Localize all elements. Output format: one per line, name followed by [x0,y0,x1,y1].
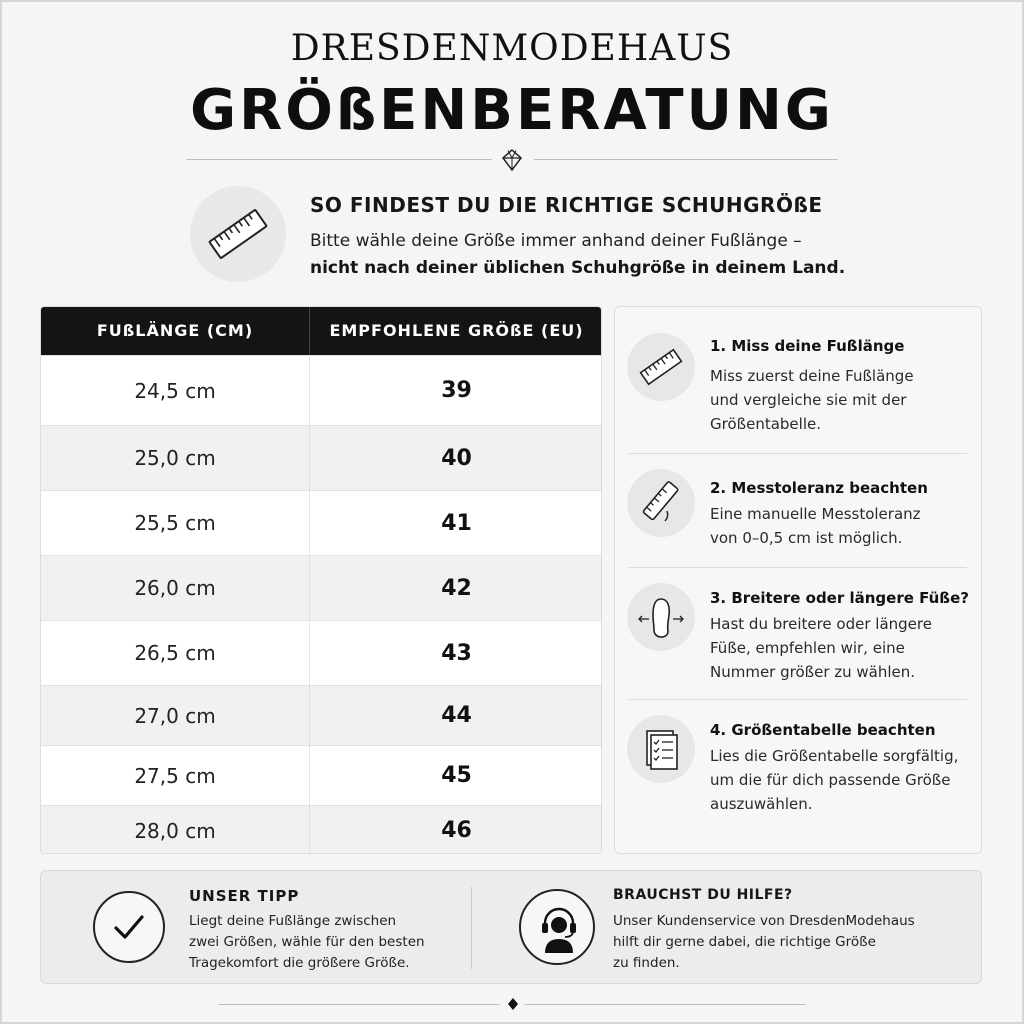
divider-right [534,159,838,160]
step-3-line-2: Füße, empfehlen wir, eine [710,639,905,657]
table-row [41,490,602,555]
foot-length-cell: 24,5 cm [134,378,216,403]
help-line-3: zu finden. [613,955,680,971]
intro-ruler-badge [190,186,286,282]
foot-length-cell: 27,0 cm [134,703,216,728]
tip-line-2: zwei Größen, wähle für den besten [189,934,425,950]
step-2-icon-badge [627,469,695,537]
eu-size-cell: 43 [441,640,472,666]
eu-size-cell: 41 [441,510,472,536]
table-row [41,620,602,685]
step-4-line-3: auszuwählen. [710,795,813,813]
ruler-icon [206,202,270,266]
brand-name: DRESDENMODEHAUS [290,28,734,69]
foot-length-cell: 25,0 cm [134,446,216,470]
checkmark-icon [109,907,149,947]
step-divider [629,699,967,700]
eu-size-cell: 44 [441,703,472,728]
headset-icon [533,901,585,953]
tip-icon-badge [93,891,165,963]
divider-left [186,159,492,160]
help-icon-badge [519,889,595,965]
eu-size-cell: 45 [441,763,472,788]
intro-heading: SO FINDEST DU DIE RICHTIGE SCHUHGRÖßE [310,193,823,217]
foot-length-cell: 27,5 cm [134,763,216,788]
step-1-title: 1. Miss deine Fußlänge [710,337,905,355]
footer-divider-right [524,1004,806,1005]
eu-size-cell: 42 [441,575,472,601]
panel-divider [471,887,472,969]
size-table [40,306,602,854]
step-4-icon-badge [627,715,695,783]
help-line-1: Unser Kundenservice von DresdenModehaus [613,913,915,929]
diamond-icon [500,148,524,172]
steps-panel [614,306,982,854]
table-header [41,307,602,355]
table-row [41,685,602,745]
intro-text-line-2: nicht nach deiner üblichen Schuhgröße in deinem Land. [310,258,846,278]
step-4-line-1: Lies die Größentabelle sorgfältig, [710,747,959,765]
step-3-line-1: Hast du breitere oder längere [710,615,932,633]
step-2-title: 2. Messtoleranz beachten [710,479,928,497]
step-1-line-1: Miss zuerst deine Fußlänge [710,367,914,385]
step-1-icon-badge [627,333,695,401]
tape-measure-icon [637,479,685,527]
tip-title: UNSER TIPP [189,887,300,905]
table-row [41,805,602,854]
eu-size-cell: 39 [441,378,472,403]
tip-line-1: Liegt deine Fußlänge zwischen [189,913,397,929]
step-4-line-2: um die für dich passende Größe [710,771,951,789]
footer-divider-left [218,1004,500,1005]
help-line-2: hilft dir gerne dabei, die richtige Größe [613,934,876,950]
foot-width-icon [637,593,685,641]
ruler-icon [637,343,685,391]
diamond-icon [506,997,520,1011]
page-title: GRÖßENBERATUNG [190,78,834,143]
bottom-info-panel [40,870,982,984]
table-row [41,425,602,490]
foot-length-cell: 26,0 cm [134,576,216,600]
table-row [41,355,602,425]
step-3-line-3: Nummer größer zu wählen. [710,663,916,681]
foot-length-cell: 26,5 cm [134,641,216,665]
step-1-line-3: Größentabelle. [710,415,821,433]
tip-line-3: Tragekomfort die größere Größe. [189,955,410,971]
intro-text-line-1: Bitte wähle deine Größe immer anhand deiner Fußlänge – [310,231,802,251]
step-divider [629,453,967,454]
table-row [41,745,602,805]
step-2-line-2: von 0–0,5 cm ist möglich. [710,529,903,547]
help-title: BRAUCHST DU HILFE? [613,887,793,903]
table-row [41,555,602,620]
step-1-line-2: und vergleiche sie mit der [710,391,907,409]
step-3-icon-badge [627,583,695,651]
foot-length-cell: 28,0 cm [134,818,216,843]
header-foot-length: FUßLÄNGE (CM) [96,321,254,340]
step-2-line-1: Eine manuelle Messtoleranz [710,505,921,523]
eu-size-cell: 46 [441,818,472,843]
eu-size-cell: 40 [441,445,472,471]
step-4-title: 4. Größentabelle beachten [710,721,936,739]
checklist-icon [637,725,685,773]
step-3-title: 3. Breitere oder längere Füße? [710,589,969,607]
header-recommended-size: EMPFOHLENE GRÖßE (EU) [329,321,584,340]
step-divider [629,567,967,568]
foot-length-cell: 25,5 cm [134,511,216,535]
